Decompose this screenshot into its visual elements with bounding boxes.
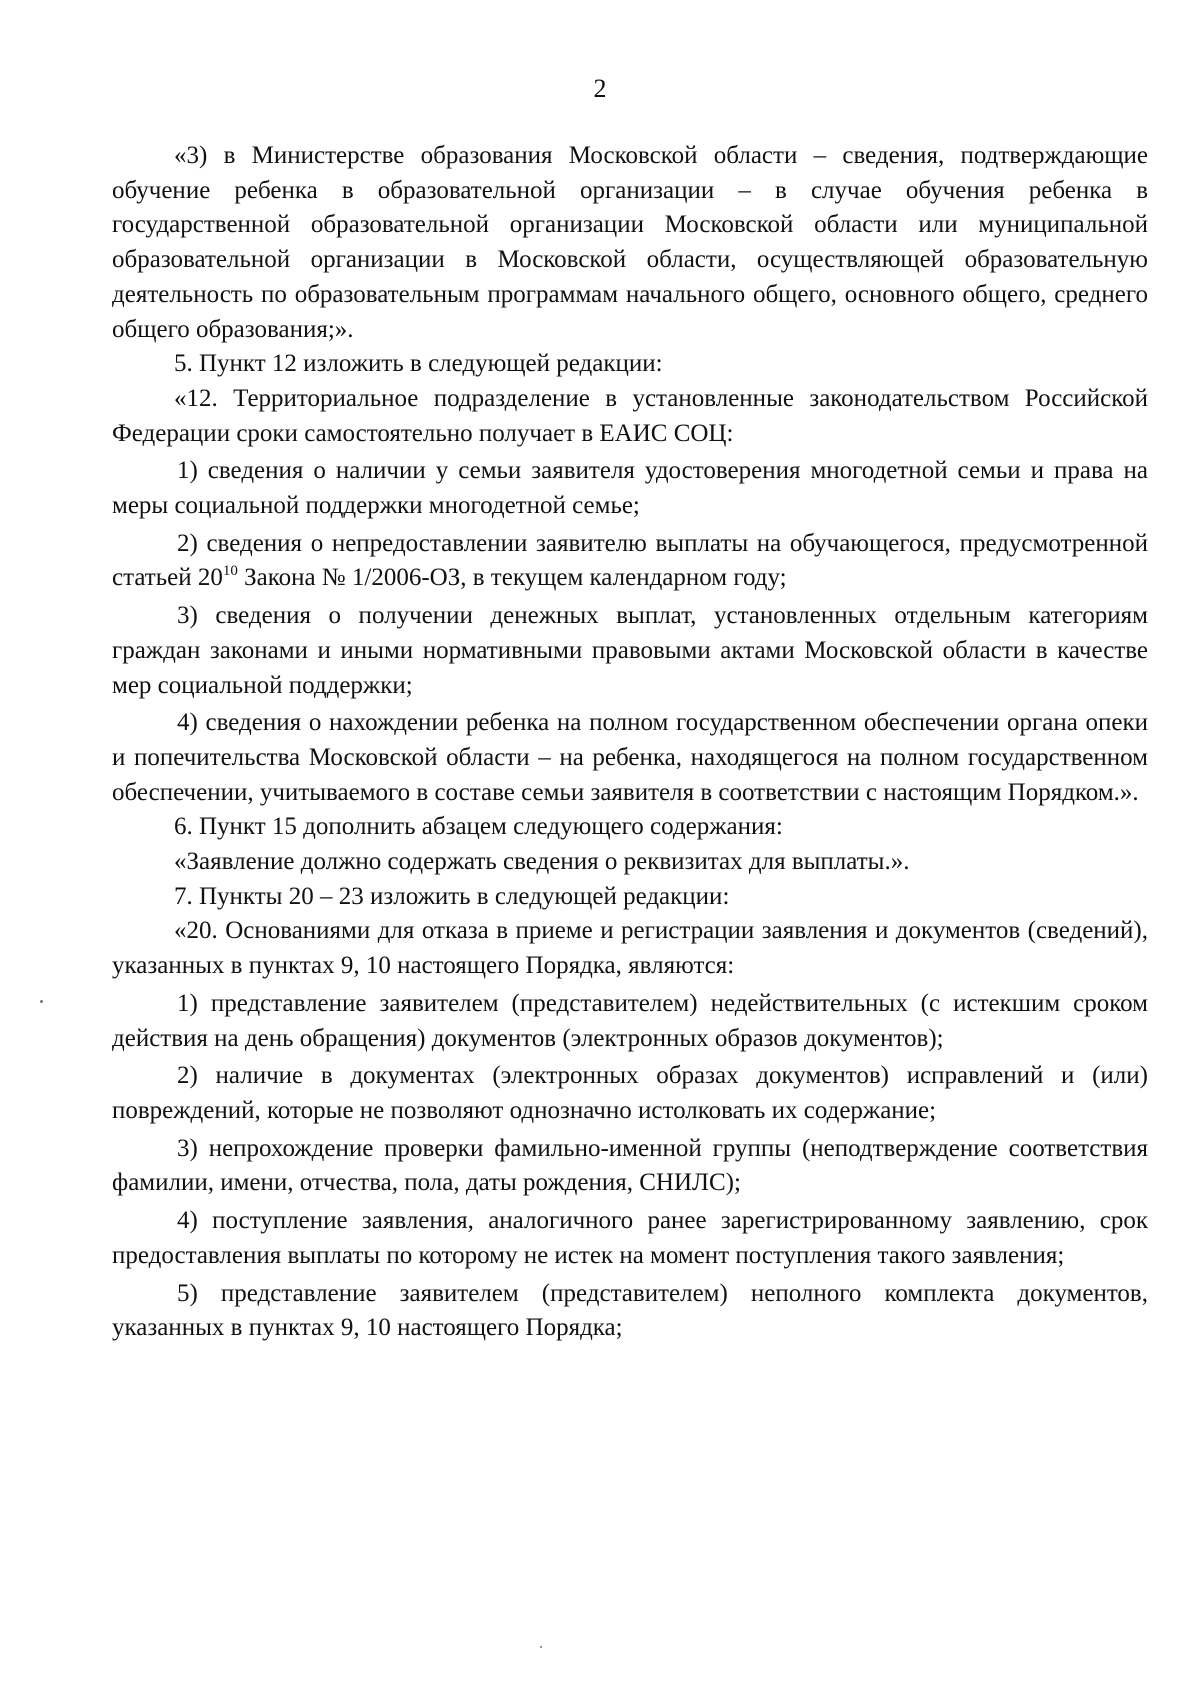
paragraph-clause-20-item-1: 1) представление заявителем (представителем) недействительных (с истекшим сроком действия на день обращения) документов (электронных образов документов); [112,989,1148,1052]
paragraph-clause-12-item-1: 1) сведения о наличии у семьи заявителя удостоверения многодетной семьи и права на меры социальной поддержки многодетной семье; [112,457,1148,520]
paragraph-amendment-6-text: «Заявление должно содержать сведения о реквизитах для выплаты.». [174,848,910,876]
paragraph-clause-12-item-2 [112,527,1148,596]
paragraph-clause-20-item-3: 3) непрохождение проверки фамильно-именной группы (неподтверждение соответствия фамилии, имени, отчества, пола, даты рождения, СНИЛС); [112,1134,1148,1197]
paragraph-clause-20-item-5: 5) представление заявителем (представителем) неполного комплекта документов, указанных в пунктах 9, 10 настоящего Порядка; [112,1279,1148,1342]
paragraph-clause-12: «12. Территориальное подразделение в установленные законодательством Российской Федерации сроки самостоятельно получает в ЕАИС СОЦ: [112,384,1148,447]
paragraph-amendment-5: 5. Пункт 12 изложить в следующей редакции: [174,350,663,378]
page-number: 2 [593,74,607,103]
paragraph-clause-12-item-4: 4) сведения о нахождении ребенка на полном государственном обеспечении органа опеки и попечительства Московской области – на ребенка, находящегося на полном государственном обеспечении, учитываемого в составе семьи заявителя в соответствии с настоящим Порядком.». [112,709,1148,806]
paragraph-item-3-ministry: «3) в Министерстве образования Московской области – сведения, подтверждающие обучение ребенка в образовательной организации – в случае обучения ребенка в государственной образовательной организации Московской области или муниципальной образовательной организации в Московской области, осуществляющей образовательную деятельность по образовательным программам начального общего, основного общего, среднего общего образования;». [112,142,1148,343]
item-2-text-after: Закона № 1/2006-ОЗ, в текущем календарном году; [237,564,787,592]
paragraph-clause-12-item-3: 3) сведения о получении денежных выплат, установленных отдельным категориям граждан законами и иными нормативными правовыми актами Московской области в качестве мер социальной поддержки; [112,602,1148,699]
scan-speck [540,1646,542,1648]
article-superscript: 10 [222,563,238,580]
paragraph-amendment-6: 6. Пункт 15 дополнить абзацем следующего содержания: [174,813,783,841]
item-2-text-before: 2) сведения о непредоставлении заявителю выплаты на обучающегося, предусмотренной статьей 20 [112,529,1148,592]
scan-speck [40,1000,43,1003]
paragraph-amendment-7: 7. Пункты 20 – 23 изложить в следующей редакции: [174,882,730,910]
paragraph-clause-20-item-4: 4) поступление заявления, аналогичного ранее зарегистрированному заявлению, срок предоставления выплаты по которому не истек на момент поступления такого заявления; [112,1207,1148,1269]
paragraph-clause-20: «20. Основаниями для отказа в приеме и регистрации заявления и документов (сведений), указанных в пунктах 9, 10 настоящего Порядка, являются: [112,917,1148,980]
document-body [112,139,1148,1346]
paragraph-clause-20-item-2: 2) наличие в документах (электронных образах документов) исправлений и (или) повреждений, которые не позволяют однозначно истолковать их содержание; [112,1062,1148,1124]
